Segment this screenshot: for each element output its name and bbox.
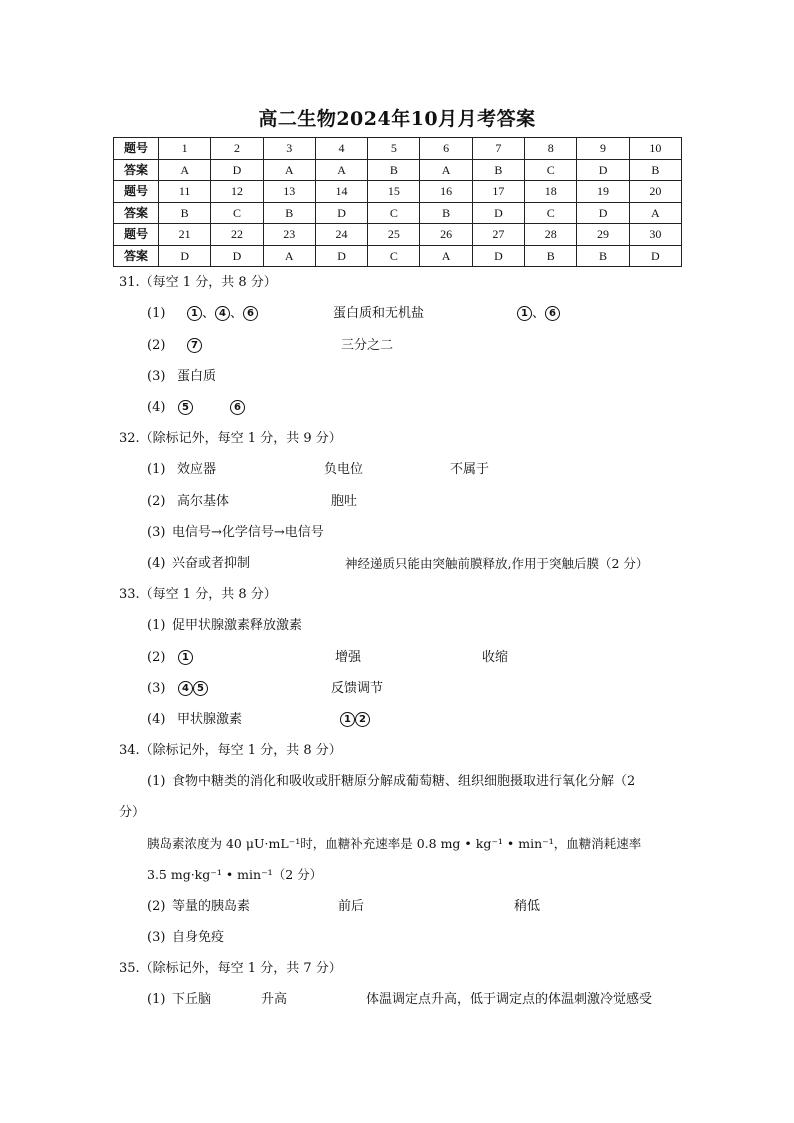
q34-part2 (147, 898, 541, 916)
q34-p3-answer: 自身免疫 (172, 930, 225, 945)
q32-p1-answer-b: 负电位 (324, 462, 364, 477)
answer-table (113, 137, 682, 267)
separator: 、 (532, 306, 546, 321)
table-cell: 12 (211, 181, 263, 203)
table-cell: 3 (263, 138, 315, 160)
q33-part3 (147, 680, 384, 698)
row-label: 题号 (114, 224, 159, 246)
separator: 、 (202, 306, 216, 321)
q35-p1-answer-a: 下丘脑 (172, 992, 212, 1007)
q34-p1-answer-a: 食物中糖类的消化和吸收或肝糖原分解成葡萄糖、组织细胞摄取进行氧化分解（2 (172, 774, 636, 789)
q34-part3 (147, 929, 225, 947)
q34-part1-line4: 3.5 mg·kg⁻¹ • min⁻¹（2 分） (147, 867, 323, 882)
q33-p2-answer-c: 收缩 (482, 650, 509, 665)
q34-p2-answer-c: 稍低 (514, 899, 541, 914)
table-cell: A (263, 159, 315, 181)
table-cell: 15 (368, 181, 420, 203)
q32-p4-answer-a: 兴奋或者抑制 (172, 556, 251, 571)
table-cell: A (159, 159, 211, 181)
q32-part4 (147, 555, 649, 573)
table-cell: A (420, 245, 472, 267)
table-cell: D (472, 202, 524, 224)
q31-part4 (147, 399, 241, 417)
table-cell: A (263, 245, 315, 267)
q31-p2-answer-b: 三分之二 (341, 338, 394, 353)
q31-part2 (147, 337, 394, 355)
table-cell: 8 (525, 138, 577, 160)
table-cell: C (368, 202, 420, 224)
table-cell: 30 (629, 224, 681, 246)
q32-p1-answer-c: 不属于 (450, 462, 490, 477)
table-cell: C (211, 202, 263, 224)
q32-p1-answer-a: 效应器 (177, 462, 217, 477)
circled-number: 7 (187, 338, 202, 353)
q32-p2-answer-a: 高尔基体 (177, 494, 230, 509)
table-cell: A (315, 159, 367, 181)
circled-number: 5 (178, 400, 193, 415)
q31-p1-answer-a (187, 305, 258, 323)
table-cell: 20 (629, 181, 681, 203)
table-cell: B (525, 245, 577, 267)
q35-p1-label: (1) (147, 992, 166, 1007)
table-cell: B (368, 159, 420, 181)
table-row (114, 181, 682, 203)
q32-p3-label: (3) (147, 525, 166, 540)
table-cell: 19 (577, 181, 629, 203)
table-cell: 1 (159, 138, 211, 160)
table-cell: D (211, 245, 263, 267)
q34-p1-label: (1) (147, 774, 166, 789)
table-cell: 10 (629, 138, 681, 160)
q34-part1-line1 (147, 773, 636, 791)
q35-part1 (147, 991, 653, 1009)
q34-heading: 34.（除标记外，每空 1 分，共 8 分） (119, 743, 342, 758)
q32-part1 (147, 461, 490, 479)
q34-p2-answer-b: 前后 (338, 899, 365, 914)
table-cell: D (577, 202, 629, 224)
q34-p2-answer-a: 等量的胰岛素 (172, 899, 251, 914)
separator: 、 (230, 306, 244, 321)
q33-p2-answer-b: 增强 (335, 650, 362, 665)
q33-p3-answer-b: 反馈调节 (331, 681, 384, 696)
q32-p2-answer-b: 胞吐 (331, 494, 358, 509)
table-row (114, 224, 682, 246)
q33-p1-answer: 促甲状腺激素释放激素 (172, 618, 303, 633)
table-cell: 29 (577, 224, 629, 246)
table-row (114, 202, 682, 224)
table-cell: 26 (420, 224, 472, 246)
q33-p2-label: (2) (147, 650, 166, 665)
q31-p2-label: (2) (147, 338, 166, 353)
table-cell: D (211, 159, 263, 181)
q31-p1-label: (1) (147, 306, 166, 321)
q32-p1-label: (1) (147, 462, 166, 477)
table-cell: C (368, 245, 420, 267)
circled-number: 1 (517, 306, 532, 321)
table-row (114, 138, 682, 160)
table-cell: 6 (420, 138, 472, 160)
q33-p4-label: (4) (147, 712, 166, 727)
q34-part1-line3: 胰岛素浓度为 40 μU·mL⁻¹时，血糖补充速率是 0.8 mg • kg⁻¹ • min⁻¹，血糖消耗速率 (147, 836, 642, 851)
q31-p1-answer-c (517, 305, 560, 323)
circled-number: 5 (193, 681, 208, 696)
table-cell: 16 (420, 181, 472, 203)
q32-heading: 32.（除标记外，每空 1 分，共 9 分） (119, 431, 342, 446)
table-cell: 2 (211, 138, 263, 160)
row-label: 答案 (114, 202, 159, 224)
table-cell: 11 (159, 181, 211, 203)
circled-number: 1 (178, 650, 193, 665)
q32-part2 (147, 493, 358, 511)
table-cell: D (577, 159, 629, 181)
q31-part3 (147, 368, 217, 386)
table-cell: 21 (159, 224, 211, 246)
q32-p4-label: (4) (147, 556, 166, 571)
table-cell: 22 (211, 224, 263, 246)
table-cell: B (159, 202, 211, 224)
row-label: 题号 (114, 138, 159, 160)
q32-p4-answer-b: 神经递质只能由突触前膜释放,作用于突触后膜（2 分） (345, 556, 649, 571)
table-cell: C (525, 202, 577, 224)
q32-p2-label: (2) (147, 494, 166, 509)
table-cell: 23 (263, 224, 315, 246)
q31-p1-answer-b: 蛋白质和无机盐 (333, 306, 425, 321)
table-cell: 17 (472, 181, 524, 203)
q33-p4-answer-a: 甲状腺激素 (177, 712, 243, 727)
table-cell: 9 (577, 138, 629, 160)
table-cell: 27 (472, 224, 524, 246)
q34-p2-label: (2) (147, 899, 166, 914)
circled-number: 4 (178, 681, 193, 696)
q32-p3-answer: 电信号→化学信号→电信号 (172, 525, 324, 540)
table-cell: C (525, 159, 577, 181)
circled-number: 2 (355, 712, 370, 727)
q31-p4-label: (4) (147, 400, 166, 415)
q33-p3-label: (3) (147, 681, 166, 696)
table-cell: 4 (315, 138, 367, 160)
table-row (114, 159, 682, 181)
q33-heading: 33.（每空 1 分，共 8 分） (119, 587, 277, 602)
circled-number: 6 (230, 400, 245, 415)
q33-part1 (147, 617, 303, 635)
table-cell: 14 (315, 181, 367, 203)
table-cell: D (315, 202, 367, 224)
circled-number: 1 (187, 306, 202, 321)
table-cell: 24 (315, 224, 367, 246)
page-title: 高二生物2024年10月月考答案 (258, 108, 536, 130)
q33-part2 (147, 649, 509, 667)
q35-p1-answer-c: 体温调定点升高，低于调定点的体温刺激冷觉感受 (366, 992, 653, 1007)
q33-part4 (147, 711, 366, 729)
table-cell: B (577, 245, 629, 267)
circled-number: 6 (545, 306, 560, 321)
q34-p3-label: (3) (147, 930, 166, 945)
q31-part1 (147, 305, 556, 323)
q34-part1-line2: 分） (119, 805, 146, 820)
table-cell: B (472, 159, 524, 181)
circled-number: 6 (243, 306, 258, 321)
row-label: 题号 (114, 181, 159, 203)
row-label: 答案 (114, 159, 159, 181)
q31-p3-label: (3) (147, 369, 166, 384)
q32-part3 (147, 524, 324, 542)
q35-p1-answer-b: 升高 (261, 992, 288, 1007)
table-cell: B (263, 202, 315, 224)
table-cell: 25 (368, 224, 420, 246)
circled-number: 4 (215, 306, 230, 321)
q35-heading: 35.（除标记外，每空 1 分，共 7 分） (119, 961, 342, 976)
circled-number: 1 (340, 712, 355, 727)
q33-p1-label: (1) (147, 618, 166, 633)
table-cell: 18 (525, 181, 577, 203)
row-label: 答案 (114, 245, 159, 267)
table-row (114, 245, 682, 267)
table-cell: A (629, 202, 681, 224)
table-cell: 7 (472, 138, 524, 160)
table-cell: 5 (368, 138, 420, 160)
table-cell: A (420, 159, 472, 181)
table-cell: 28 (525, 224, 577, 246)
q31-p3-answer: 蛋白质 (177, 369, 217, 384)
table-cell: B (629, 159, 681, 181)
table-cell: D (472, 245, 524, 267)
table-cell: D (629, 245, 681, 267)
q31-heading: 31.（每空 1 分，共 8 分） (119, 275, 277, 290)
table-cell: 13 (263, 181, 315, 203)
table-cell: D (159, 245, 211, 267)
table-cell: B (420, 202, 472, 224)
table-cell: D (315, 245, 367, 267)
